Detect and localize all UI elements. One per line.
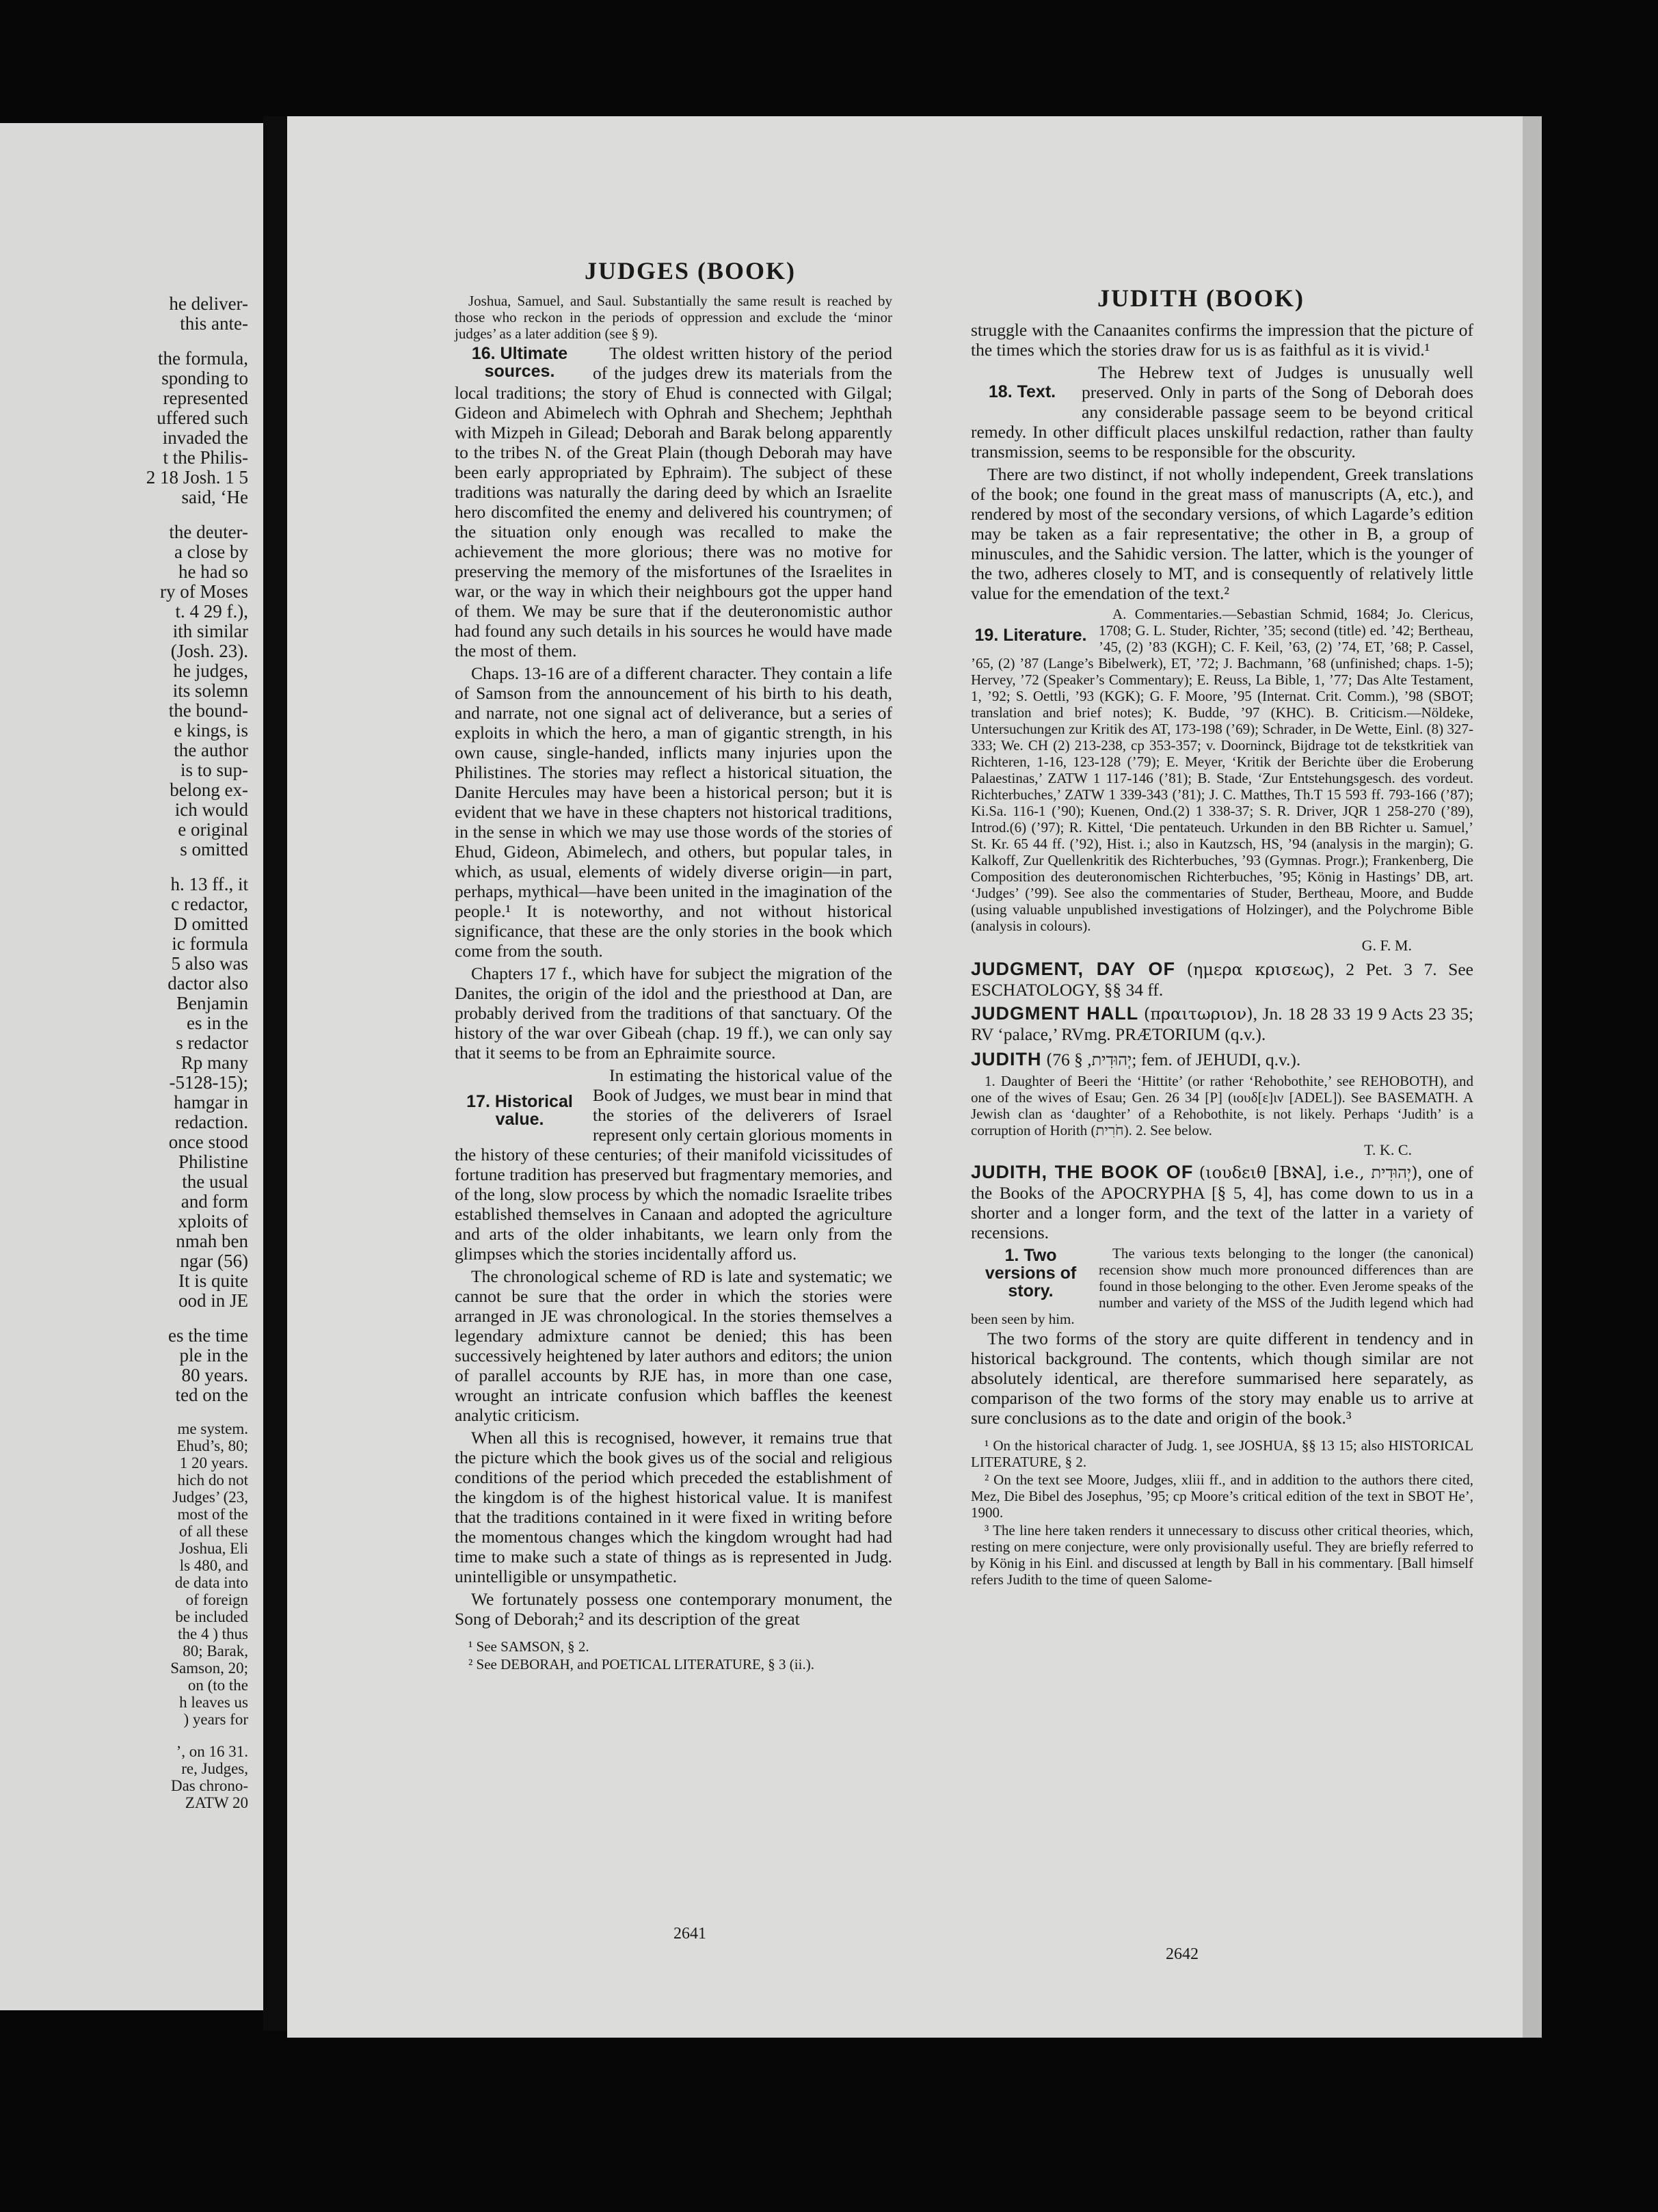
left-page-line: Samson, 20; <box>170 1660 248 1677</box>
left-page-line <box>16 507 248 522</box>
literature-text: A. Commentaries.—Sebastian Schmid, 1684; Jo. Clericus, 1708; G. L. Studer, Richter, ’35; second (title) ed. ’42; Bertheau, ’45, (2) ’83 (KGH); C. F. Keil, ’63, (2) ’74, ET, ’68; P. Cassel, ’65, (2) ’87 (Lange’s Bibelwerk), ET, ’72; J. Bachmann, ’68 (unfinished; chaps. 1-5); Hervey, ’72 (Speaker’s Commentary); E. Reuss, La Bible, 1, ’77; Das Alte Testament, 1, ’92; S. Oettli, ’93 (KGK); G. F. Moore, ’95 (Internat. Crit. Comm.), ’98 (SBOT; translation and brief notes); K. Budde, ’97 (KHC). B. Criticism.—Nöldeke, Untersuchungen zur Kritik des AT, 173-198 (’69); Schrader, in De Wette, Einl. (8) 327-333; We. CH (2) 213-238, cp 353-357; v. Doorninck, Bijdrage tot de tekstkritiek van Richteren, 1-16, 123-128 (’79); E. Meyer, ‘Kritik der Berichte über die Eroberung Palaestinas,’ ZATW 1 117-146 (’81); B. Stade, ‘Zur Entstehungsgesch. des vordeut. Richterbuches,’ ZATW 1 339-343 (’81); J. C. Matthes, Th.T 15 593 ff. 793-166 (’87); Ki.Sa. 116-1 (’90); Kuenen, Ond.(2) 1 338-37; S. R. Driver, JQR 1 258-270 (’89), Introd.(6) (’97); R. Kittel, ‘Die pentateuch. Urkunden in den BB Richter u. Samuel,’ St. Kr. 65 44 ff. (’92), Hist. i.; also in Kautzsch, HS, ’94 (analysis in the margin); G. Kalkoff, Zur Quellenkritik des Richterbuches, ’93 (Gymnas. Progr.); Frankenberg, Die Composition des deuteronomischen Richterbuches, ’95; König in Hastings’ DB, art. ‘Judges’ (’99). See also the commentaries of Studer, Bertheau, Moore, and Budde (using valuable unpublished investigations of Holzinger), and the Polychrome Bible (analysis in colours). <box>971 606 1473 934</box>
left-page-line: c redactor, <box>171 894 248 914</box>
left-page-line: hamgar in <box>174 1092 248 1112</box>
left-page-line: ith similar <box>172 621 248 641</box>
left-page-line: -5128-15); <box>169 1072 248 1093</box>
left-page-line: D omitted <box>174 914 248 934</box>
entry-judgment-hall-title: JUDGMENT HALL <box>971 1003 1139 1024</box>
left-page-line: its solemn <box>172 680 248 701</box>
entry-judith <box>971 1050 1473 1070</box>
literature-list <box>971 606 1473 934</box>
entry-judith-hebrew: (יְהוּדִית <box>1045 1050 1132 1069</box>
left-page-line: hich do not <box>177 1471 248 1489</box>
text-paragraph: The Hebrew text of Judges is unusually well preserved. Only in parts of the Song of Deborah does any considerable passage seem to be beyond critical remedy. In other difficult places unskilful redaction, rather than faulty transmission, seems to be responsible for the obscurity. <box>971 362 1473 462</box>
left-page-line: Das chrono- <box>170 1777 248 1794</box>
right-footnote-2: ² On the text see Moore, Judges, xliii ff., and in addition to the authors there cited, Mez, Die Bibel des Josephus, ’95; cp Moore’s critical edition of the text in SBOT He’, 1900. <box>971 1471 1473 1521</box>
left-page-line: es in the <box>187 1013 248 1033</box>
left-page-line: of all these <box>179 1523 248 1540</box>
left-page-line: 80; Barak, <box>183 1642 248 1660</box>
left-page-line: the 4 ) thus <box>178 1625 248 1642</box>
left-page-gap <box>16 1405 248 1420</box>
entry-book-of-judith-text: , one of the Books of the APOCRYPHA [§ 5, 4], has come down to us in a shorter and a longer form, and the text of the latter in a variety of recensions. <box>971 1162 1473 1242</box>
left-page-line: redaction. <box>174 1112 248 1132</box>
left-page-line: It is quite <box>178 1270 248 1291</box>
book-gutter <box>263 116 289 2031</box>
left-page-line: the author <box>174 740 248 760</box>
samson-paragraph: Chaps. 13-16 are of a different character. They contain a life of Samson from the announcement of his birth to his death, and narrate, not one signal act of deliverance, but a series of exploits in which the hero, a man of gigantic strength, in his own cause, single-handed, inflicts many injuries upon the Philistines. The stories may reflect a historical situation, the Danite Hercules may have been a historical person; but it is evident that we have in these chapters not historical traditions, in the sense in which we may use those words of the stories of Ehud, Gideon, Abimelech, and others, but popular tales, in which, as usual, elements of widely diverse origin—in part, perhaps, mythical—have been united in the imagination of the people.¹ It is noteworthy, and not without historical significance, that these are the only stories in the book which come from the south. <box>455 663 892 961</box>
left-page-line: he had so <box>178 561 248 582</box>
left-page-line: s redactor <box>176 1032 248 1053</box>
song-paragraph: We fortunately possess one contemporary monument, the Song of Deborah;² and its description of the great <box>455 1589 892 1629</box>
left-page-line <box>16 334 248 349</box>
left-page-line: Rp many <box>180 1052 248 1073</box>
left-page-line: the bound- <box>168 700 248 721</box>
right-column <box>971 320 1473 1589</box>
left-page-line: and form <box>180 1191 248 1212</box>
left-page-line: ted on the <box>175 1385 248 1405</box>
left-page-line: a close by <box>174 542 248 562</box>
intro-text: Joshua, Samuel, and Saul. Substantially the same result is reached by those who reckon in the periods of oppression and exclude the ‘minor judges’ as a later addition (see § 9). <box>455 293 892 342</box>
left-page-line: ’, on 16 31. <box>176 1743 248 1760</box>
left-page-line: this ante- <box>180 313 248 334</box>
left-page-line: represented <box>163 388 248 408</box>
left-page-text <box>16 294 248 1811</box>
left-page-line: nmah ben <box>176 1231 248 1251</box>
left-page-line <box>16 860 248 875</box>
left-page-line: xploits of <box>178 1211 248 1231</box>
left-column <box>455 293 892 1674</box>
entry-judith-details <box>971 1073 1473 1138</box>
section-16-heading: 16. Ultimate sources. <box>471 344 568 381</box>
left-footnotes <box>455 1638 892 1673</box>
left-page-line: ZATW 20 <box>185 1794 248 1811</box>
left-page-line: Joshua, Eli <box>179 1540 248 1557</box>
running-head-left: JUDGES (BOOK) <box>585 257 797 284</box>
left-page-line: e original <box>178 819 248 840</box>
left-page-line: 5 also was <box>171 953 248 974</box>
entry-book-of-judith-greek: (ιουδειθ [BℵA], i.e., יְהוּדִית) <box>1199 1163 1418 1182</box>
left-page-line: es the time <box>168 1325 248 1346</box>
left-page-line: ls 480, and <box>179 1557 248 1574</box>
left-page-line: on (to the <box>187 1677 248 1694</box>
section-17-paragraph: In estimating the historical value of the Book of Judges, we must bear in mind that the stories of the deliverers of Israel represent only certain glorious moments in the history of these centuries; of their manifold vicissitudes of fortune tradition has preserved but fragmentary memories, and of the long, slow process by which the nomadic Israelite tribes established themselves in Canaan and adopted the agriculture and arts of the older inhabitants, we learn only from the glimpses which the stories incidentally afford us. <box>455 1065 892 1264</box>
left-page-line: belong ex- <box>170 779 248 800</box>
entry-judgment-day-greek: (ημερα κρισεως) <box>1186 960 1331 979</box>
left-page-line: be included <box>175 1608 248 1625</box>
left-page-line: ry of Moses <box>160 581 248 602</box>
left-page-line: Benjamin <box>176 993 248 1013</box>
section-17-heading: 17. Historical value. <box>466 1092 573 1129</box>
section-16-paragraph: The oldest written history of the period of the judges drew its materials from the local traditions; the story of Ehud is connected with Gilgal; Gideon and Abimelech with Ophrah and Shechem; Jephthah with Mizpeh in Gilead; Deborah and Barak belong apparently to the tribes N. of the Great Plain (though Deborah may have been early appropriated by Ephraim). The subject of these traditions was naturally the daring deed by which an Israelite hero discomfited the enemy and delivered his countrymen; of the situation only enough was recalled to make the achievement the more glorious; there was no motive for preserving the memory of the misfortunes of the Israelites in war, or the way in which their neighbours got the upper hand of them. We may be sure that if the deuteronomistic author had found any such details in his sources he would have made the most of them. <box>455 343 892 661</box>
left-page-line: the usual <box>182 1171 248 1192</box>
left-page-line: is to sup- <box>180 760 248 780</box>
recognised-paragraph: When all this is recognised, however, it remains true that the picture which the book gives us of the social and religious conditions of the period which preceded the establishment of the kingdom is of the highest historical value. It is manifest that the traditions contained in it were fixed in writing before the momentous changes which the kingdom wrought had had time to make such a state of things as is represented in Judg. unintelligible or unsympathetic. <box>455 1428 892 1586</box>
left-page-line: Ehud’s, 80; <box>176 1437 248 1454</box>
left-page-line: re, Judges, <box>181 1760 248 1777</box>
left-page-line: ) years for <box>183 1711 248 1728</box>
left-page-line: h. 13 ff., it <box>170 874 248 894</box>
right-footnote-1: ¹ On the historical character of Judg. 1, see JOSHUA, §§ 13 15; also HISTORICAL LITERATURE, § 2. <box>971 1437 1473 1470</box>
entry-judgment-day-text: , 2 Pet. 3 7. See ESCHATOLOGY, §§ 34 ff. <box>971 959 1473 1000</box>
left-page-line: of foreign <box>185 1591 248 1608</box>
left-page-line: said, ‘He <box>181 487 248 507</box>
recensions-note-text: The various texts belonging to the longer (the canonical) recension show much more pronounced differences than are found in those belonging to the other. Even Jerome speaks of the number and variety of the MSS of the Judith legend which had been seen by him. <box>971 1245 1473 1327</box>
left-page-line: e kings, is <box>174 720 248 741</box>
left-page-line: he deliver- <box>169 293 248 314</box>
section-18-heading: 18. Text. <box>988 382 1056 401</box>
left-page-line: me system. <box>177 1420 248 1437</box>
left-page-line: the deuter- <box>169 522 248 542</box>
intro-continuation <box>455 293 892 342</box>
two-forms-paragraph: The two forms of the story are quite different in tendency and in historical background. The contents, which though similar are not absolutely identical, are therefore summarised here separately, as comparison of the two forms of the story may enable us to arrive at sure conclusions as to the date and origin of the book.³ <box>971 1329 1473 1428</box>
left-page-line: de data into <box>174 1574 248 1591</box>
signature-gfm: G. F. M. <box>1361 937 1412 954</box>
left-page-line: ple in the <box>179 1345 248 1365</box>
entry-judith-details-text: 1. Daughter of Beeri the ‘Hittite’ (or rather ‘Rehobothite,’ see REHOBOTH), and one of the wives of Esau; Gen. 26 34 [P] (ιουδ[ε]ιν [ADEL]). See BASEMATH. A Jewish clan as ‘daughter’ of a Rehobothite, is not likely. Perhaps ‘Judith’ is a corruption of Horith (חֹרִית). 2. See below. <box>971 1073 1473 1138</box>
left-page-line: h leaves us <box>179 1694 248 1711</box>
left-page-line: the formula, <box>158 348 248 369</box>
left-page-line: ic formula <box>172 933 248 954</box>
page-edge <box>1523 116 1542 2038</box>
section-19-heading: 19. Literature. <box>974 626 1087 645</box>
left-page-line: dactor also <box>168 973 248 994</box>
left-page-line: invaded the <box>162 427 248 448</box>
left-page-line <box>16 1311 248 1326</box>
entry-book-of-judith <box>971 1162 1473 1242</box>
page-number-left: 2641 <box>673 1925 706 1943</box>
left-page-line: 2 18 Josh. 1 5 <box>146 467 248 488</box>
signature-tkc: T. K. C. <box>1364 1141 1412 1158</box>
page-number-right: 2642 <box>1166 1945 1199 1963</box>
greek-translations-paragraph: There are two distinct, if not wholly independent, Greek translations of the book; one found in the great mass of manuscripts (A, etc.), and rendered by most of the secondary versions, of which Lagarde’s edition may be taken as a fair representative; the other in B, a group of minuscules, and the Sahidic version. The latter, which is the younger of the two, adheres closely to MT, and is consequently of relatively little value for the emendation of the text.² <box>971 464 1473 603</box>
entry-book-of-judith-title: JUDITH, THE BOOK OF <box>971 1162 1194 1182</box>
section-1-heading: 1. Two versions of story. <box>985 1246 1077 1301</box>
footnote-1: ¹ See SAMSON, § 2. <box>468 1638 589 1655</box>
left-page-line: Philistine <box>178 1151 248 1172</box>
left-page-line <box>16 1728 248 1743</box>
continuation-paragraph: struggle with the Canaanites confirms the impression that the picture of the times which the stories draw for us is as faithful as it is vivid.¹ <box>971 320 1473 360</box>
entry-judgment-day-title: JUDGMENT, DAY OF <box>971 959 1175 979</box>
left-page-line: he judges, <box>173 661 248 681</box>
chronology-paragraph: The chronological scheme of RD is late and systematic; we cannot be sure that the order in which the stories were arranged in JE was chronological. In the stories themselves a legendary admixture cannot be denied; this has been successively heightened by later authors and editors; the union of parallel accounts by RJE has, in more than one case, wrought an intricate confusion which baffles the keenest analytic criticism. <box>455 1266 892 1425</box>
right-footnote-3: ³ The line here taken renders it unnecessary to discuss other critical theories, which, resting on mere conjecture, were only provisionally useful. They are briefly referred to by König in his Einl. and discussed at length by Ball in his commentary. [Ball himself refers Judith to the time of queen Salome- <box>971 1522 1473 1588</box>
entry-judgment-hall <box>971 1004 1473 1044</box>
entry-judgment-hall-text: , Jn. 18 28 33 19 9 Acts 23 35; RV ‘palace,’ RVmg. PRÆTORIUM (q.v.). <box>971 1004 1473 1044</box>
left-page-line: ngar (56) <box>180 1251 248 1271</box>
left-page-line: t. 4 29 f.), <box>175 601 248 622</box>
right-footnotes <box>971 1437 1473 1588</box>
running-head-right: JUDITH (BOOK) <box>1097 284 1305 312</box>
left-page-line: uffered such <box>157 408 248 428</box>
left-page-line: 1 20 years. <box>179 1454 248 1471</box>
left-page-line: t the Philis- <box>163 447 248 468</box>
left-page-line: ood in JE <box>178 1290 248 1311</box>
footnote-2: ² See DEBORAH, and POETICAL LITERATURE, § 3 (ii.). <box>468 1656 814 1673</box>
left-page-line: ich would <box>174 799 248 820</box>
entry-judith-title: JUDITH <box>971 1049 1042 1069</box>
left-page-line: (Josh. 23). <box>170 641 248 661</box>
left-page-line: most of the <box>177 1506 248 1523</box>
left-page-line: sponding to <box>161 368 248 388</box>
main-page <box>287 116 1542 2038</box>
entry-judgment-hall-greek: (πραιτωριον) <box>1143 1004 1253 1024</box>
left-page-fragment <box>0 123 263 2010</box>
entry-judith-text: , § 76; fem. of JEHUDI, q.v.). <box>1052 1050 1301 1069</box>
entry-judgment-day <box>971 959 1473 1000</box>
left-page-line: Judges’ (23, <box>172 1489 248 1506</box>
left-page-line: once stood <box>168 1132 248 1152</box>
left-page-line: 80 years. <box>181 1365 248 1385</box>
left-page-line: s omitted <box>180 839 248 860</box>
danites-paragraph: Chapters 17 f., which have for subject the migration of the Danites, the origin of the idol and the priesthood at Dan, are probably derived from the traditions of that sanctuary. Of the history of the war over Gibeah (chap. 19 ff.), we can only say that it seems to be from an Ephraimite source. <box>455 963 892 1063</box>
